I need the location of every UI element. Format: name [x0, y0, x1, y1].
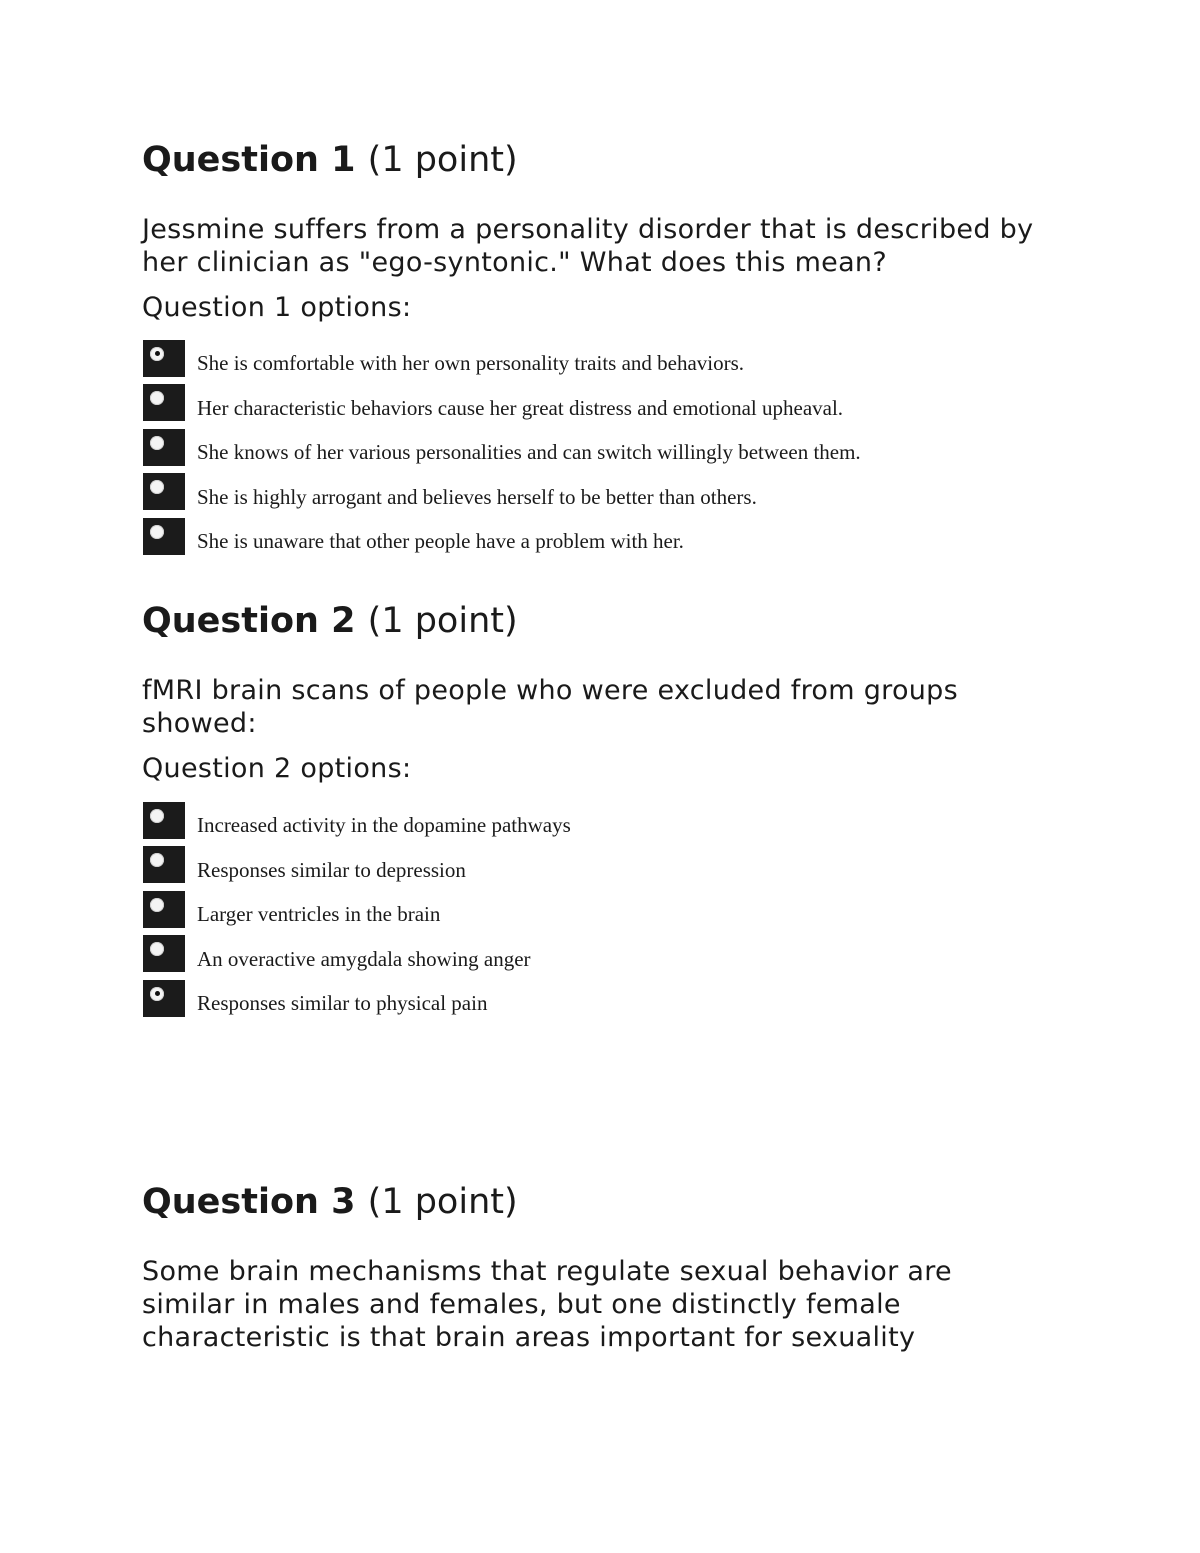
question-points: (1 point)	[367, 601, 518, 641]
option-item[interactable]	[142, 470, 1072, 515]
option-item[interactable]	[142, 976, 1072, 1021]
radio-circle-icon	[150, 987, 164, 1001]
question-2-text: fMRI brain scans of people who were excluded from groups showed:	[142, 675, 958, 739]
option-item[interactable]	[142, 843, 1072, 888]
radio-button[interactable]	[143, 846, 185, 883]
option-item[interactable]	[142, 514, 1072, 559]
question-number: Question 1	[142, 140, 356, 180]
radio-button[interactable]	[143, 802, 185, 839]
option-item[interactable]	[142, 798, 1072, 843]
radio-circle-icon	[150, 853, 164, 867]
question-2-options-label: Question 2 options:	[142, 753, 412, 784]
radio-circle-icon	[150, 436, 164, 450]
radio-circle-icon	[150, 809, 164, 823]
question-3-heading	[142, 1182, 1072, 1222]
option-label: Larger ventricles in the brain	[197, 902, 441, 927]
question-2	[142, 601, 1072, 1021]
question-points: (1 point)	[367, 140, 518, 180]
question-number: Question 3	[142, 1182, 356, 1222]
option-label: Responses similar to physical pain	[197, 991, 488, 1016]
radio-circle-icon	[150, 347, 164, 361]
question-1-options-label: Question 1 options:	[142, 292, 412, 323]
question-1-options	[142, 336, 1072, 559]
option-label: She is highly arrogant and believes herself to be better than others.	[197, 484, 757, 509]
radio-button[interactable]	[143, 935, 185, 972]
question-1-text: Jessmine suffers from a personality disorder that is described by her clinician as "ego-syntonic." What does this mean?	[142, 214, 1034, 278]
radio-button[interactable]	[143, 980, 185, 1017]
question-3	[142, 1182, 1072, 1354]
option-item[interactable]	[142, 887, 1072, 932]
radio-selected-dot-icon	[155, 351, 160, 356]
radio-circle-icon	[150, 898, 164, 912]
option-item[interactable]	[142, 425, 1072, 470]
question-1-heading	[142, 140, 1072, 180]
radio-button[interactable]	[143, 384, 185, 421]
option-label: Increased activity in the dopamine pathways	[197, 813, 571, 838]
radio-button[interactable]	[143, 518, 185, 555]
question-2-heading	[142, 601, 1072, 641]
radio-button[interactable]	[143, 473, 185, 510]
radio-circle-icon	[150, 480, 164, 494]
radio-selected-dot-icon	[155, 991, 160, 996]
radio-button[interactable]	[143, 429, 185, 466]
option-item[interactable]	[142, 336, 1072, 381]
option-label: Responses similar to depression	[197, 857, 466, 882]
question-points: (1 point)	[367, 1182, 518, 1222]
option-label: An overactive amygdala showing anger	[197, 946, 531, 971]
radio-circle-icon	[150, 525, 164, 539]
radio-circle-icon	[150, 391, 164, 405]
question-3-text: Some brain mechanisms that regulate sexual behavior are similar in males and females, but one distinctly female characteristic is that brain areas important for sexuality	[142, 1256, 952, 1353]
radio-button[interactable]	[143, 891, 185, 928]
option-label: Her characteristic behaviors cause her great distress and emotional upheaval.	[197, 395, 844, 420]
option-item[interactable]	[142, 932, 1072, 977]
option-label: She knows of her various personalities and can switch willingly between them.	[197, 440, 861, 465]
radio-circle-icon	[150, 942, 164, 956]
question-1	[142, 140, 1072, 559]
radio-button[interactable]	[143, 340, 185, 377]
question-number: Question 2	[142, 601, 356, 641]
option-label: She is unaware that other people have a problem with her.	[197, 529, 684, 554]
option-label: She is comfortable with her own personality traits and behaviors.	[197, 351, 745, 376]
option-item[interactable]	[142, 381, 1072, 426]
question-2-options	[142, 798, 1072, 1021]
